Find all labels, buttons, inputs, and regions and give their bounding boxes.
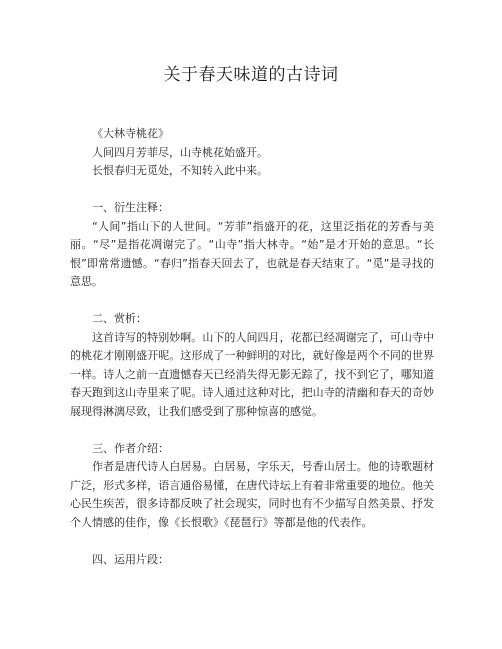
section-heading: 一、衍生注释：: [92, 201, 169, 214]
section-heading: 三、作者介绍：: [92, 441, 169, 455]
section-paragraph: 这首诗写的特别妙啊。山下的人间四月，花都已经凋谢完了，可山寺中的桃花才刚刚盛开呢。这形成了一种鲜明的对比，就好像是两个不同的世界一样。诗人之前一直遗憾春天已经消失得无影无踪了，找不到它了，哪知道春天跑到这山寺里来了呢。诗人通过这种对比，把山寺的清幽和春天的奇妙展现得淋漓尽致，让我们感受到了那种惊喜的感觉。: [70, 330, 434, 418]
poem-line-1: 人间四月芳菲尽，山寺桃花始盛开。: [92, 145, 268, 159]
section-author: [70, 440, 434, 533]
section-annotation: [70, 199, 434, 292]
document-body: [70, 125, 434, 588]
section-heading: 四、运用片段：: [92, 552, 169, 566]
section-appreciation: [70, 310, 434, 421]
poem-line-2: 长恨春归无觅处，不知转入此中来。: [92, 164, 268, 177]
page-title: 关于春天味道的古诗词: [163, 65, 339, 85]
section-paragraph: “人间”指山下的人世间。“芳菲”指盛开的花，这里泛指花的芳香与美丽。“尽”是指花凋谢完了。“山寺”指大林寺。“始”是才开始的意思。“长恨”即常常遗憾。“春归”指春天回去了，也就是春天结束了。“觅”是寻找的意思。: [70, 219, 434, 288]
section-heading: 二、赏析：: [92, 312, 147, 325]
poem-block: [70, 125, 434, 181]
section-paragraph: 作者是唐代诗人白居易。白居易，字乐天，号香山居士。他的诗歌题材广泛，形式多样，语言通俗易懂，在唐代诗坛上有着非常重要的地位。他关心民生疾苦，很多诗都反映了社会现实，同时也有不少描写自然美景、抒发个人情感的佳作，像《长恨歌》《琵琶行》等都是他的代表作。: [70, 460, 434, 529]
poem-title: 《大林寺桃花》: [92, 127, 169, 140]
section-usage: [70, 551, 434, 570]
